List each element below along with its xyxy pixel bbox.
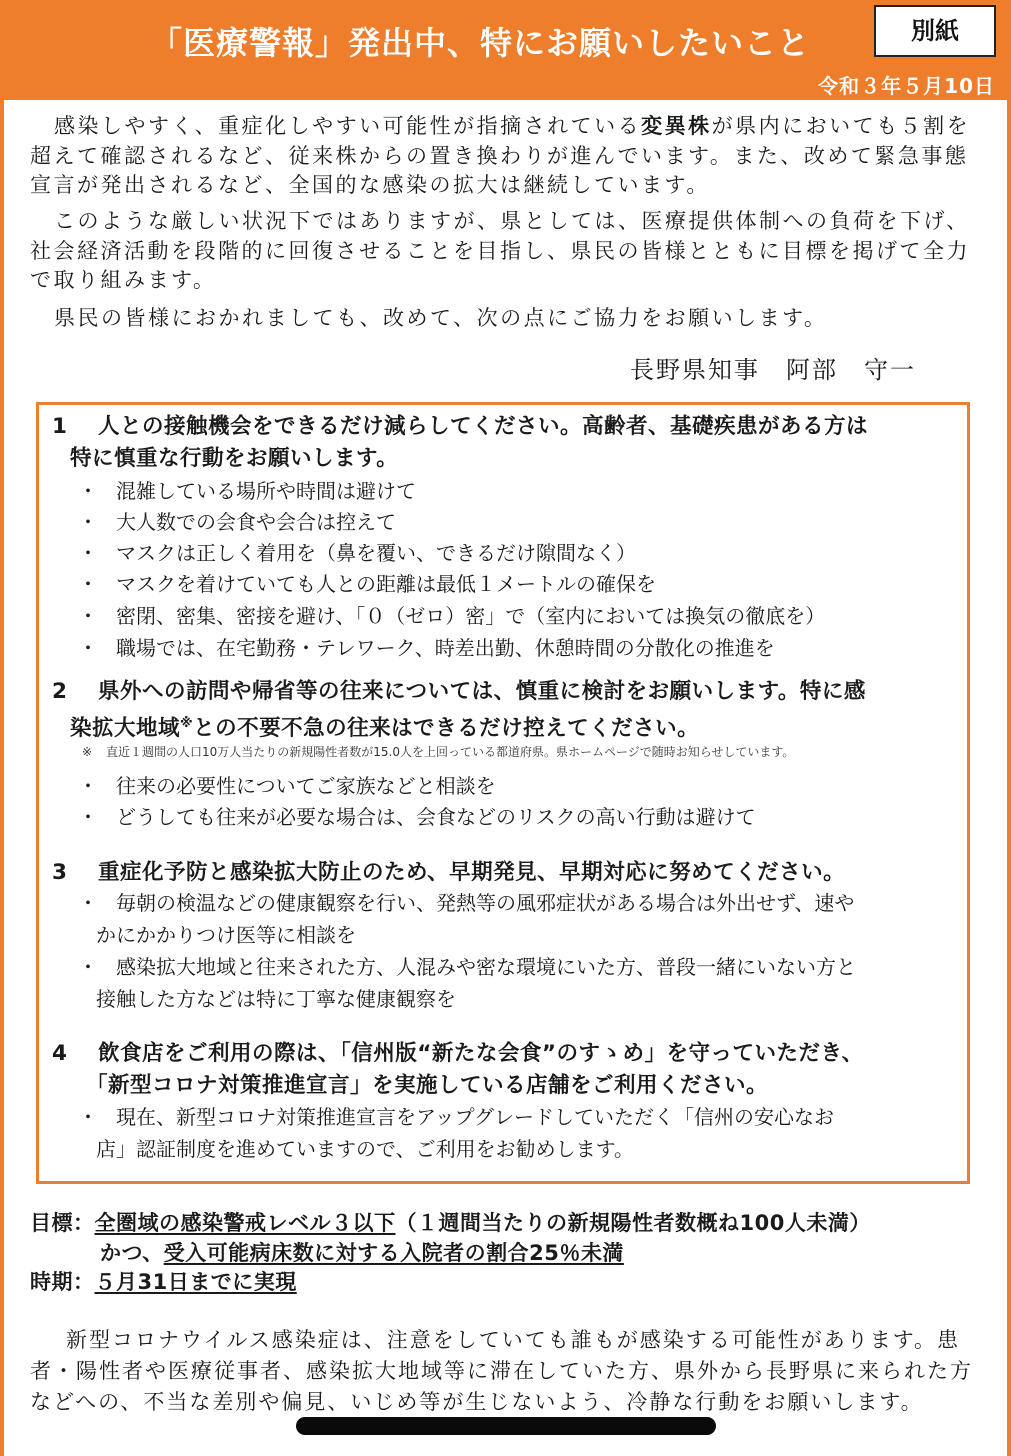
section-heading-text: との不要不急の往来はできるだけ控えてください。: [193, 716, 700, 742]
goal-line-2: [100, 1238, 1011, 1268]
intro-text: 感染しやすく、重症化しやすい可能性が指摘されている: [54, 114, 642, 138]
list-item: ・ 感染拡大地域と往来された方、人混みや密な環境にいた方、普段一緒にいない方と 接触した方などは特に丁寧な健康観察を: [78, 955, 856, 1011]
section-number: 2: [52, 679, 68, 704]
section-4-heading: [52, 1038, 952, 1102]
list-item-text: 毎朝の検温などの健康観察を行い、発熱等の風邪症状がある場合は外出せず、速や: [116, 891, 855, 915]
list-item-text: 往来の必要性についてご家族などと相談を: [116, 774, 496, 798]
signature: 長野県知事 阿部 守一: [630, 356, 916, 384]
section-heading-text: 人との接触機会をできるだけ減らしてください。高齢者、基礎疾患がある方は: [98, 414, 869, 439]
intro-text: が県内においても５割を超えて確認されるなど、従来株からの置き換わりが進んでいます。また、改めて緊急事態宣言が発出されるなど、全国的な感染の拡大は継続しています。: [30, 114, 971, 197]
list-item-text: 密閉、密集、密接を避け、「０（ゼロ）密」で（室内においては換気の徹底を）: [116, 604, 826, 628]
goal-label: 目標：: [30, 1211, 95, 1235]
footnote-marker: ※: [82, 745, 93, 759]
section-2-heading: [52, 676, 952, 745]
section-heading-text: 飲食店をご利用の際は、「信州版“新たな会食”のすゝめ」を守っていただき、: [98, 1041, 864, 1066]
section-1-heading: [52, 411, 952, 475]
goal-text: かつ、: [100, 1241, 164, 1265]
section-3-heading: [52, 857, 952, 889]
list-item-text: マスクは正しく着用を（鼻を覆い、できるだけ隙間なく）: [116, 541, 636, 565]
intro-paragraph-2: このような厳しい状況下ではありますが、県としては、医療提供体制への負荷を下げ、社会経済活動を段階的に回復させることを目指し、県民の皆様とともに目標を掲げて全力で取り組みます。: [30, 209, 970, 292]
section-number: 1: [52, 414, 68, 439]
list-item: ・ 毎朝の検温などの健康観察を行い、発熱等の風邪症状がある場合は外出せず、速や かにかかりつけ医等に相談を: [78, 891, 855, 947]
list-item-text: 大人数での会食や会合は控えて: [116, 510, 396, 534]
period-text: ５月31日までに実現: [94, 1270, 297, 1294]
goal-line: [30, 1208, 990, 1238]
goal-text: 受入可能病床数に対する入院者の割合25％未満: [163, 1241, 624, 1265]
section-heading-text: 県外への訪問や帰省等の往来については、慎重に検討をお願いします。特に感: [98, 679, 866, 704]
section-heading-text: 重症化予防と感染拡大防止のため、早期発見、早期対応に努めてください。: [98, 860, 846, 885]
section-number: 3: [52, 860, 68, 885]
section-heading-text: 特に慎重な行動をお願いします。: [70, 446, 399, 471]
intro-paragraph-3: 県民の皆様におかれましても、改めて、次の点にご協力をお願いします。: [54, 306, 828, 330]
list-item-text: 感染拡大地域と往来された方、人混みや密な環境にいた方、普段一緒にいない方と: [116, 955, 856, 979]
list-item-text: 混雑している場所や時間は避けて: [116, 479, 416, 503]
list-item-text: 接触した方などは特に丁寧な健康観察を: [96, 986, 456, 1011]
list-item: ・ マスクは正しく着用を（鼻を覆い、できるだけ隙間なく）: [78, 541, 636, 565]
section-heading-text: 染拡大地域: [70, 716, 181, 742]
home-indicator[interactable]: [296, 1417, 716, 1435]
list-item-text: どうしても往来が必要な場合は、会食などのリスクの高い行動は避けて: [116, 805, 756, 829]
list-item-text: マスクを着けていても人との距離は最低１メートルの確保を: [116, 572, 656, 596]
list-item: ・ 密閉、密集、密接を避け、「０（ゼロ）密」で（室内においては換気の徹底を）: [78, 604, 826, 628]
issue-date: 令和３年５月10日: [818, 74, 995, 98]
period-label: 時期：: [30, 1270, 95, 1294]
goal-text: （１週間当たりの新規陽性者数概ね100人未満）: [395, 1211, 871, 1235]
list-item: ・ 現在、新型コロナ対策推進宣言をアップグレードしていただく「信州の安心なお 店」認証制度を進めていますので、ご利用をお勧めします。: [78, 1105, 834, 1161]
list-item: ・ どうしても往来が必要な場合は、会食などのリスクの高い行動は避けて: [78, 805, 756, 829]
intro-paragraph-1: [30, 112, 980, 201]
footnote: [82, 743, 962, 761]
list-item: ・ マスクを着けていても人との距離は最低１メートルの確保を: [78, 572, 656, 596]
period-line: [30, 1267, 990, 1297]
footnote-text: 直近１週間の人口10万人当たりの新規陽性者数が15.0人を上回っている都道府県。県ホームページで随時お知らせしています。: [106, 745, 795, 759]
closing-paragraph: 新型コロナウイルス感染症は、注意をしていても誰もが感染する可能性があります。患者・陽性者や医療従事者、感染拡大地域等に滞在していた方、県外から長野県に来られた方などへの、不当な差別や偏見、いじめ等が生じないよう、冷静な行動をお願いします。: [30, 1328, 973, 1414]
list-item: ・ 職場では、在宅勤務・テレワーク、時差出勤、休憩時間の分散化の推進を: [78, 636, 775, 660]
goal-text: 全圏域の感染警戒レベル３以下: [94, 1211, 396, 1235]
list-item: ・ 大人数での会食や会合は控えて: [78, 510, 396, 534]
footnote-marker: ※: [180, 716, 194, 731]
list-item: ・ 混雑している場所や時間は避けて: [78, 479, 416, 503]
section-heading-text: 「新型コロナ対策推進宣言」を実施している店舗をご利用ください。: [86, 1073, 769, 1098]
list-item: ・ 往来の必要性についてご家族などと相談を: [78, 774, 496, 798]
page-title: 「医療警報」発出中、特にお願いしたいこと: [150, 24, 811, 62]
list-item-text: かにかかりつけ医等に相談を: [96, 922, 356, 947]
list-item-text: 職場では、在宅勤務・テレワーク、時差出勤、休憩時間の分散化の推進を: [116, 636, 775, 660]
section-number: 4: [52, 1041, 68, 1066]
list-item-text: 現在、新型コロナ対策推進宣言をアップグレードしていただく「信州の安心なお: [116, 1105, 834, 1129]
header-banner: [0, 0, 1011, 100]
attachment-badge: 別紙: [874, 5, 996, 57]
list-item-text: 店」認証制度を進めていますので、ご利用をお勧めします。: [96, 1136, 634, 1161]
intro-highlight: 変異株: [641, 114, 712, 138]
